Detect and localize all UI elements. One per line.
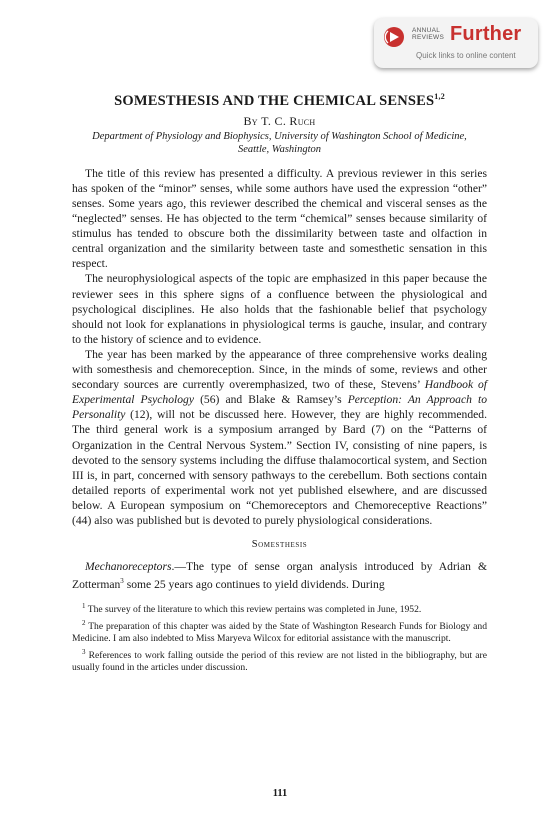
article-title-text: SOMESTHESIS AND THE CHEMICAL SENSES xyxy=(114,92,435,109)
paragraph-3-part1: The year has been marked by the appearance of three comprehensive works dealing with somesthesis and chemoreception. Since, in the minds of some, reviews and other secondary sources are currently overemphasized, two of these, Stevens’ xyxy=(72,347,487,392)
paragraph-4-text-a: The type of sense organ analysis introduced by Adrian & Zotterman xyxy=(72,560,487,592)
badge-brand xyxy=(412,27,444,41)
paragraph-3-part2: (56) and Blake & Ramsey’s xyxy=(193,393,348,407)
footnote-1-mark: 1 xyxy=(82,602,86,611)
article-body xyxy=(72,166,487,592)
page-number: 111 xyxy=(272,788,288,799)
footnote-1-text: The survey of the literature to which this review pertains was completed in June, 1952. xyxy=(85,604,422,616)
footnote-ref-3: 3 xyxy=(120,577,124,586)
paragraph-2: The neurophysiological aspects of the topic are emphasized in this paper because the reviewer sees in this sphere signs of a confluence between the physiological and psychological disciplines. He also holds that the fashionable belief that psychology should not look for explanations in physiological terms is gauche, insular, and contrary to the history of science and to evidence. xyxy=(72,272,487,346)
paragraph-4-text-b: some 25 years ago continues to yield dividends. During xyxy=(123,578,385,592)
badge-subtitle[interactable]: Quick links to online content xyxy=(416,51,516,60)
badge-further-label[interactable]: Further xyxy=(450,23,522,45)
subsection-dash: .— xyxy=(171,560,186,574)
author-line xyxy=(72,113,487,129)
badge-brand-line1: ANNUAL xyxy=(412,27,441,34)
author-prefix: By xyxy=(243,113,258,128)
paragraph-4 xyxy=(72,559,487,592)
subsection-lead: Mechanoreceptors xyxy=(85,560,172,574)
author-affiliation: Department of Physiology and Biophysics, University of Washington School of Medicine, Seattle, Washington xyxy=(92,130,467,155)
further-links-badge[interactable] xyxy=(374,18,538,68)
paragraph-3 xyxy=(72,347,487,528)
footnote-3-mark: 3 xyxy=(82,647,86,656)
article-page xyxy=(72,88,487,675)
title-footnote-marks: 1,2 xyxy=(434,92,445,101)
footnote-2-text: The preparation of this chapter was aided by the State of Washington Research Funds for Biology and Medicine. I am also indebted to Miss Maryeva Wilcox for editorial assistance with the manuscript. xyxy=(72,621,487,645)
article-title xyxy=(72,88,487,110)
paragraph-1: The title of this review has presented a difficulty. A previous reviewer in this series has spoken of the “minor” senses, while some authors have used the expression “other” senses. Some years ago, this reviewer described the chemical and visceral senses as the “neglected” senses. He has objected to the term “chemical” senses because similarity of stimulus has tended to obscure both the dissimilarity between taste and olfaction in central organization and the similarity between taste and somesthetic sensation in this respect. xyxy=(72,166,487,271)
footnote-3-text: References to work falling outside the period of this review are not listed in the bibliography, but are usually found in the articles under discussion. xyxy=(72,650,487,674)
citation-blake-ramsey: Perception: An Approach to Personality xyxy=(72,393,488,422)
paragraph-3-part3: (12), will not be discussed here. However, they are highly recommended. The third general work is a symposium arranged by Bard (7) on the “Patterns of Organization in the Central Nervous System.” Section IV, consisting of nine papers, is devoted to the sensory systems including the diffuse thalamocortical system, and Section III is, in part, concerned with sensory pathways to the cerebellum. Both sections contain detailed reports of experimental work not yet published elsewhere, and are discussed below. A European symposium on “Chemoreceptors and Chemoreceptive Reactions” (44) also was published but is devoted to purely physiological considerations. xyxy=(72,408,487,527)
section-heading: Somesthesis xyxy=(251,539,308,551)
footnotes xyxy=(72,600,487,675)
annual-reviews-logo-icon xyxy=(384,27,404,47)
badge-brand-line2: REVIEWS xyxy=(412,34,445,41)
footnote-2-mark: 2 xyxy=(82,618,86,627)
footnote-3 xyxy=(72,646,487,675)
author-name: T. C. Ruch xyxy=(261,113,316,128)
footnote-2 xyxy=(72,617,487,646)
citation-stevens-handbook: Handbook of Experimental Psychology xyxy=(72,378,487,407)
footnote-1 xyxy=(72,600,487,617)
